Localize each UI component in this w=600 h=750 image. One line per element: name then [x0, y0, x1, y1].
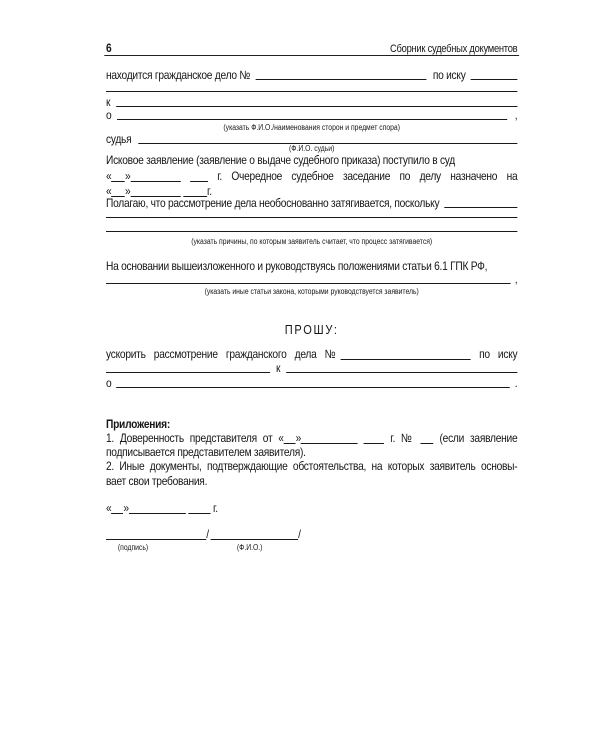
full-name-blank	[211, 539, 299, 540]
filing-date-line	[106, 169, 517, 183]
legal-basis-hint: (указать иные статьи закона, которыми руководствуется заявитель)	[204, 287, 419, 296]
subject-comma: ,	[514, 108, 518, 122]
attachment-item-1-continuation: подписывается представителем заявителя).	[106, 445, 306, 459]
close-quote: »	[123, 501, 129, 515]
signature-hint: (подпись)	[117, 543, 149, 552]
header-rule	[104, 55, 519, 56]
legal-basis-line	[106, 272, 517, 286]
legal-basis-text: На основании вышеизложенного и руководствуясь положениями статьи 6.1 ГПК РФ,	[106, 259, 488, 273]
signature-captions	[106, 543, 517, 552]
attachment-item-1	[106, 431, 517, 445]
delay-hint: (указать причины, по которым заявитель считает, что процесс затягивается)	[191, 237, 433, 246]
filing-text: Исковое заявление (заявление о выдаче судебного приказа) поступило в суд	[106, 153, 456, 167]
attachment-item-1-condition: (если заявление	[439, 431, 518, 445]
filing-year-blank	[190, 181, 208, 182]
delay-reason-blank-2	[106, 217, 517, 218]
signature-year-blank	[188, 513, 210, 514]
page-number: 6	[106, 41, 112, 55]
open-quote: «	[106, 169, 112, 183]
signature-blank	[106, 539, 206, 540]
request-subject-line	[106, 376, 517, 390]
close-quote: »	[295, 431, 302, 445]
defendant-blank	[116, 106, 517, 107]
defendant-label: к	[106, 95, 111, 109]
close-quote: »	[125, 184, 131, 198]
subject-line	[106, 108, 517, 122]
name-hint: (Ф.И.О.)	[236, 543, 263, 552]
defendant-line	[106, 95, 517, 109]
request-case-number-blank	[341, 359, 471, 360]
open-quote: «	[106, 184, 112, 198]
request-heading: ПРОШУ:	[284, 322, 339, 337]
delay-reason-blank-3	[106, 231, 517, 232]
request-subject-blank	[117, 387, 510, 388]
request-text: ускорить рассмотрение гражданского дела №	[106, 347, 341, 361]
number-sign: №	[400, 431, 415, 445]
subject-label: о	[106, 108, 112, 122]
judge-hint: (Ф.И.О. судьи)	[289, 144, 335, 153]
request-subject-period: .	[514, 376, 518, 390]
request-defendant-label: к	[276, 361, 281, 375]
filing-month-blank	[130, 181, 180, 182]
year-abbr: г.	[390, 431, 396, 445]
claimant-continuation-blank	[106, 91, 517, 92]
legal-basis-comma: ,	[514, 272, 518, 286]
page-content	[106, 0, 517, 750]
year-abbr: г.	[212, 501, 218, 515]
poa-month-blank	[301, 443, 358, 444]
running-title: Сборник судебных документов	[390, 43, 518, 55]
request-defendant-blank	[286, 372, 517, 373]
attachment-item-2: 2. Иные документы, подтверждающие обстоятельства, на которых заявитель основы-	[106, 459, 518, 473]
delay-reason-line-2	[106, 206, 517, 220]
poa-year-blank	[364, 443, 384, 444]
close-quote: »	[125, 169, 131, 183]
year-abbr: г.	[217, 169, 222, 183]
open-quote: «	[106, 501, 112, 515]
year-abbr: г.	[206, 184, 212, 198]
subject-blank	[117, 119, 507, 120]
slash: /	[298, 527, 301, 541]
delay-reason-line-3	[106, 220, 517, 234]
open-quote: «	[278, 431, 284, 445]
delay-text: Полагаю, что рассмотрение дела необоснованно затягивается, поскольку	[106, 196, 440, 210]
case-number-label: находится гражданское дело №	[106, 68, 251, 82]
request-line	[106, 347, 517, 361]
signature-month-blank	[129, 513, 186, 514]
request-claimant-blank	[106, 372, 270, 373]
request-claim-label: по иску	[479, 347, 518, 361]
attachments-heading: Приложения:	[106, 417, 171, 431]
request-parties-line	[106, 361, 517, 375]
signature-line	[106, 527, 517, 541]
request-subject-label: о	[106, 376, 112, 390]
attachment-item-2-continuation: вает свои требования.	[106, 474, 208, 488]
poa-day-blank	[284, 443, 296, 444]
claimant-continuation-line	[106, 80, 517, 94]
next-hearing-text: Очередное судебное заседание по делу назначено на	[231, 169, 518, 183]
signature-date-line	[106, 501, 517, 515]
judge-label: судья	[106, 132, 132, 146]
claim-label: по иску	[432, 68, 466, 82]
filing-day-blank	[111, 181, 125, 182]
slash: /	[206, 527, 209, 541]
signature-day-blank	[111, 513, 123, 514]
parties-hint: (указать Ф.И.О./наименования сторон и предмет спора)	[223, 123, 400, 132]
other-articles-blank	[106, 283, 511, 284]
attachment-item-1-text: 1. Доверенность представителя от	[106, 431, 273, 445]
poa-number-blank	[421, 443, 434, 444]
